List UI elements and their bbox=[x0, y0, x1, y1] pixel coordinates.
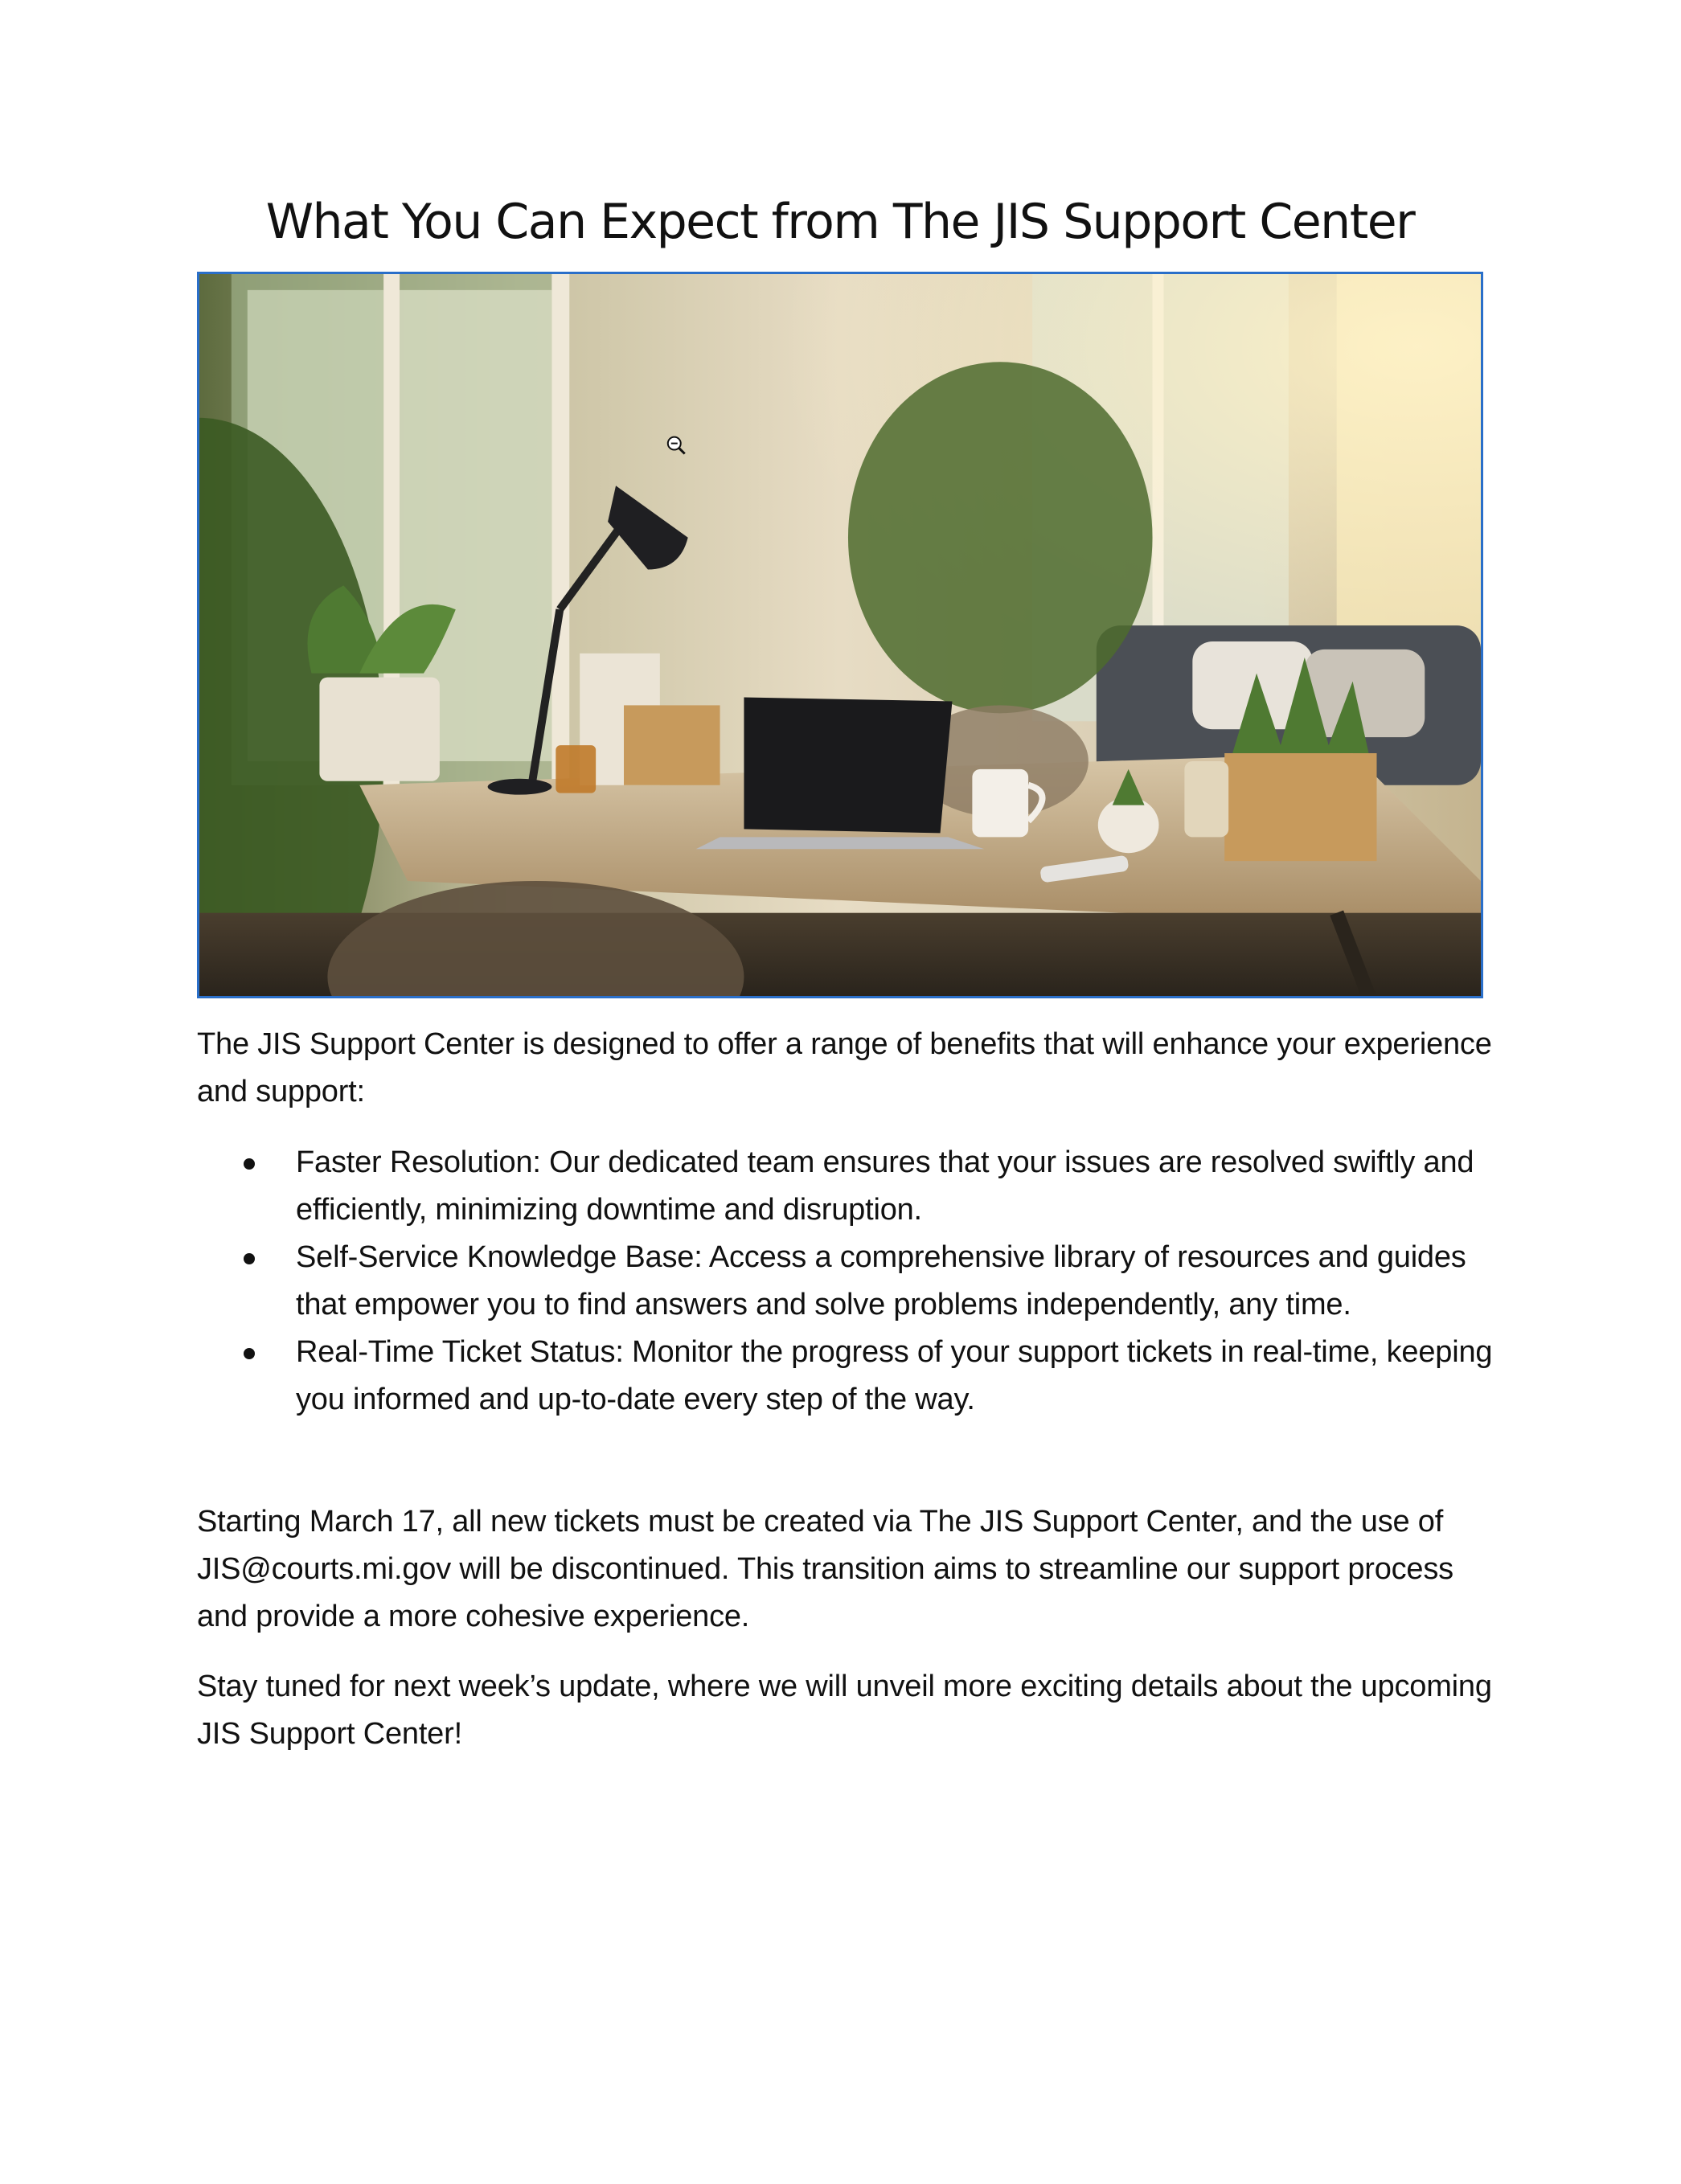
workspace-illustration bbox=[199, 274, 1481, 996]
bullet-icon bbox=[244, 1348, 255, 1359]
stay-tuned-paragraph: Stay tuned for next week’s update, where we will unveil more exciting details about the upcoming JIS Support Center! bbox=[197, 1670, 1492, 1751]
transition-paragraph: Starting March 17, all new tickets must be created via The JIS Support Center, and the use of JIS@courts.mi.gov will be discontinued. This transition aims to streamline our support process and provide a more cohesive experience. bbox=[197, 1505, 1453, 1633]
bullet-text: Real-Time Ticket Status: Monitor the progress of your support tickets in real-time, keeping you informed and up-to-date every step of the way. bbox=[296, 1335, 1493, 1416]
hero-image bbox=[197, 272, 1483, 998]
bullet-text: Self-Service Knowledge Base: Access a comprehensive library of resources and guides that empower you to find answers and solve problems independently, any time. bbox=[296, 1240, 1466, 1321]
list-item bbox=[197, 1234, 1499, 1329]
benefits-list bbox=[197, 1139, 1499, 1424]
list-item bbox=[197, 1329, 1499, 1424]
intro-paragraph: The JIS Support Center is designed to offer a range of benefits that will enhance your experience and support: bbox=[197, 1027, 1492, 1108]
list-item bbox=[197, 1139, 1499, 1234]
bullet-icon bbox=[244, 1158, 255, 1170]
page-title: What You Can Expect from The JIS Support Center bbox=[265, 194, 1415, 250]
bullet-text: Faster Resolution: Our dedicated team ensures that your issues are resolved swiftly and efficiently, minimizing downtime and disruption. bbox=[296, 1145, 1474, 1227]
bullet-icon bbox=[244, 1253, 255, 1264]
